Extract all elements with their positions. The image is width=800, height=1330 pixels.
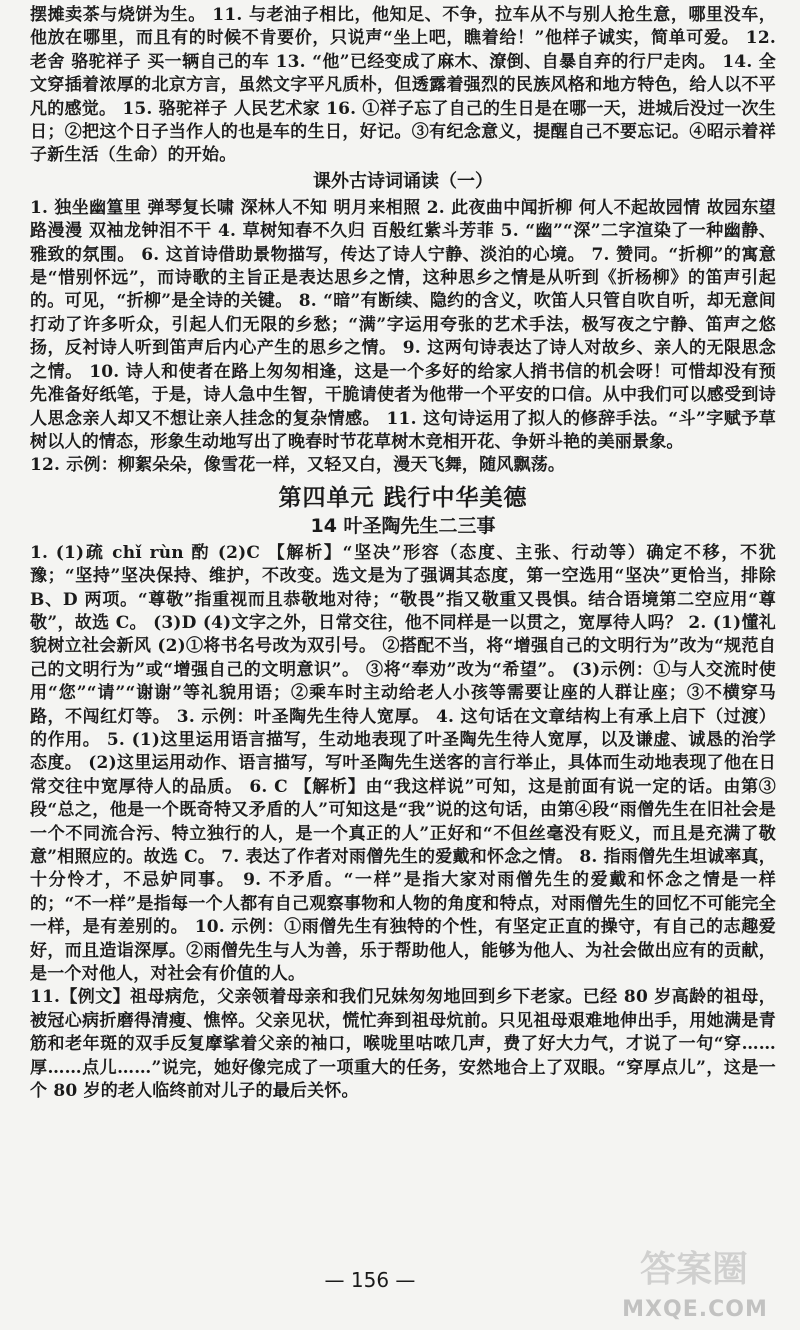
document-page [30, 4, 776, 1103]
answer-paragraph-lesson-14: 1. (1)疏 chǐ rùn 酌 (2)C 【解析】“坚决”形容（态度、主张、行动等）确定不移，不犹豫；“坚持”坚决保持、维护，不改变。选文是为了强调其态度，第一空选用“坚决”更恰当，排除 B、D 两项。“尊敬”指重视而且恭敬地对待；“敬畏”指又敬重又畏惧。结合语境第二空应用“尊敬”，故选 C。 (3)D (4)文字之外，日常交往，他不同样是一以贯之，宽厚待人吗？ 2. (1)懂礼貌树立社会新风 (2)①将书名号改为双引号。 ②搭配不当，将“增强自己的文明行为”改为“规范自己的文明行为”或“增强自己的文明意识”。 ③将“奉劝”改为“希望”。 (3)示例：①与人交流时使用“您”“请”“谢谢”等礼貌用语；②乘车时主动给老人小孩等需要让座的人群让座；③不横穿马路，不闯红灯等。 3. 示例：叶圣陶先生待人宽厚。 4. 这句话在文章结构上有承上启下（过渡）的作用。 5. (1)这里运用语言描写，生动地表现了叶圣陶先生待人宽厚，以及谦虚、诚恳的治学态度。 (2)这里运用动作、语言描写，写叶圣陶先生送客的言行举止，具体而生动地表现了他在日常交往中宽厚待人的品质。 6. C 【解析】由“我这样说”可知，这是前面有说一定的话。由第③段“总之，他是一个既奇特又矛盾的人”可知这是“我”说的这句话，由第④段“雨僧先生在旧社会是一个不同流合污、特立独行的人，是一个真正的人”正好和“不但丝毫没有贬义，而且是充满了敬意”相照应的。故选 C。 7. 表达了作者对雨僧先生的爱戴和怀念之情。 8. 指雨僧先生坦诚率真，十分怜才，不忌妒同事。 9. 不矛盾。“一样”是指大家对雨僧先生的爱戴和怀念之情是一样的；“不一样”是指每一个人都有自己观察事物和人物的角度和特点，对雨僧先生的回忆不可能完全一样，是有差别的。 10. 示例：①雨僧先生有独特的个性，有坚定正直的操守，有自己的志趣爱好，而且造诣深厚。②雨僧先生与人为善，乐于帮助他人，能够为他人、为社会做出应有的贡献，是一个对他人，对社会有价值的人。 [30, 542, 776, 985]
answer-paragraph-poetry: 1. 独坐幽篁里 弹琴复长啸 深林人不知 明月来相照 2. 此夜曲中闻折柳 何人不起故园情 故园东望路漫漫 双袖龙钟泪不干 4. 草树知春不久归 百般红紫斗芳菲 5. “幽”“深”二字渲染了一种幽静、雅致的氛围。 6. 这首诗借助景物描写，传达了诗人宁静、淡泊的心境。 7. 赞同。“折柳”的寓意是“惜别怀远”，而诗歌的主旨正是表达思乡之情，这种思乡之情是从听到《折杨柳》的笛声引起的。可见，“折柳”是全诗的关键。 8. “暗”有断续、隐约的含义，吹笛人只管自吹自听，却无意间打动了许多听众，引起人们无限的乡愁；“满”字运用夸张的艺术手法，极写夜之宁静、笛声之悠扬，反衬诗人听到笛声后内心产生的思乡之情。 9. 这两句诗表达了诗人对故乡、亲人的无限思念之情。 10. 诗人和使者在路上匆匆相逢，这是一个多好的给家人捎书信的机会呀！可惜却没有预先准备好纸笔，于是，诗人急中生智，干脆请使者为他带一个平安的口信。从中我们可以感受到诗人思念亲人却又不想让亲人挂念的复杂情感。 11. 这句诗运用了拟人的修辞手法。“斗”字赋予草树以人的情态，形象生动地写出了晚春时节花草树木竞相开花、争妍斗艳的美丽景象。 [30, 197, 776, 452]
lesson-title: 14 叶圣陶先生二三事 [310, 514, 496, 537]
answer-paragraph-essay: 11.【例文】祖母病危，父亲领着母亲和我们兄妹匆匆地回到乡下老家。已经 80 岁高龄的祖母，被冠心病折磨得清瘦、憔悴。父亲见状，慌忙奔到祖母炕前。只见祖母艰难地伸出手，用她满是青筋和老年斑的双手反复摩挲着父亲的袖口，喉咙里咕哝几声，费了好大力气，才说了一句“穿……厚……点儿……”说完，她好像完成了一项重大的任务，安然地合上了双眼。“穿厚点儿”，这是一个 80 岁的老人临终前对儿子的最后关怀。 [30, 987, 776, 1102]
watermark-logo [600, 1232, 790, 1324]
answer-paragraph-poetry-12: 12. 示例：柳絮朵朵，像雪花一样，又轻又白，漫天飞舞，随风飘荡。 [30, 455, 566, 476]
watermark-logo-text: 答案圈 [639, 1249, 748, 1290]
page-number: — 156 — [324, 1268, 416, 1292]
unit-title: 第四单元 践行中华美德 [278, 484, 528, 511]
section-title-poetry: 课外古诗词诵读（一） [313, 170, 493, 192]
watermark-site-text: MXQE.COM [622, 1297, 768, 1322]
answer-paragraph-1: 摆摊卖茶与烧饼为生。 11. 与老油子相比，他知足、不争，拉车从不与别人抢生意，哪里没车，他放在哪里，而且有的时候不肯要价，只说声“坐上吧，瞧着给！”他样子诚实，简单可爱。 12. 老舍 骆驼祥子 买一辆自己的车 13. “他”已经变成了麻木、潦倒、自暴自弃的行尸走肉。 14. 全文穿插着浓厚的北京方言，虽然文字平凡质朴，但透露着强烈的民族风格和地方特色，给人以不平凡的感觉。 15. 骆驼祥子 人民艺术家 16. ①祥子忘了自己的生日是在哪一天，进城后没过一次生日；②把这个日子当作人的也是车的生日，好记。③有纪念意义，提醒自己不要忘记。④昭示着祥子新生活（生命）的开始。 [30, 5, 776, 166]
